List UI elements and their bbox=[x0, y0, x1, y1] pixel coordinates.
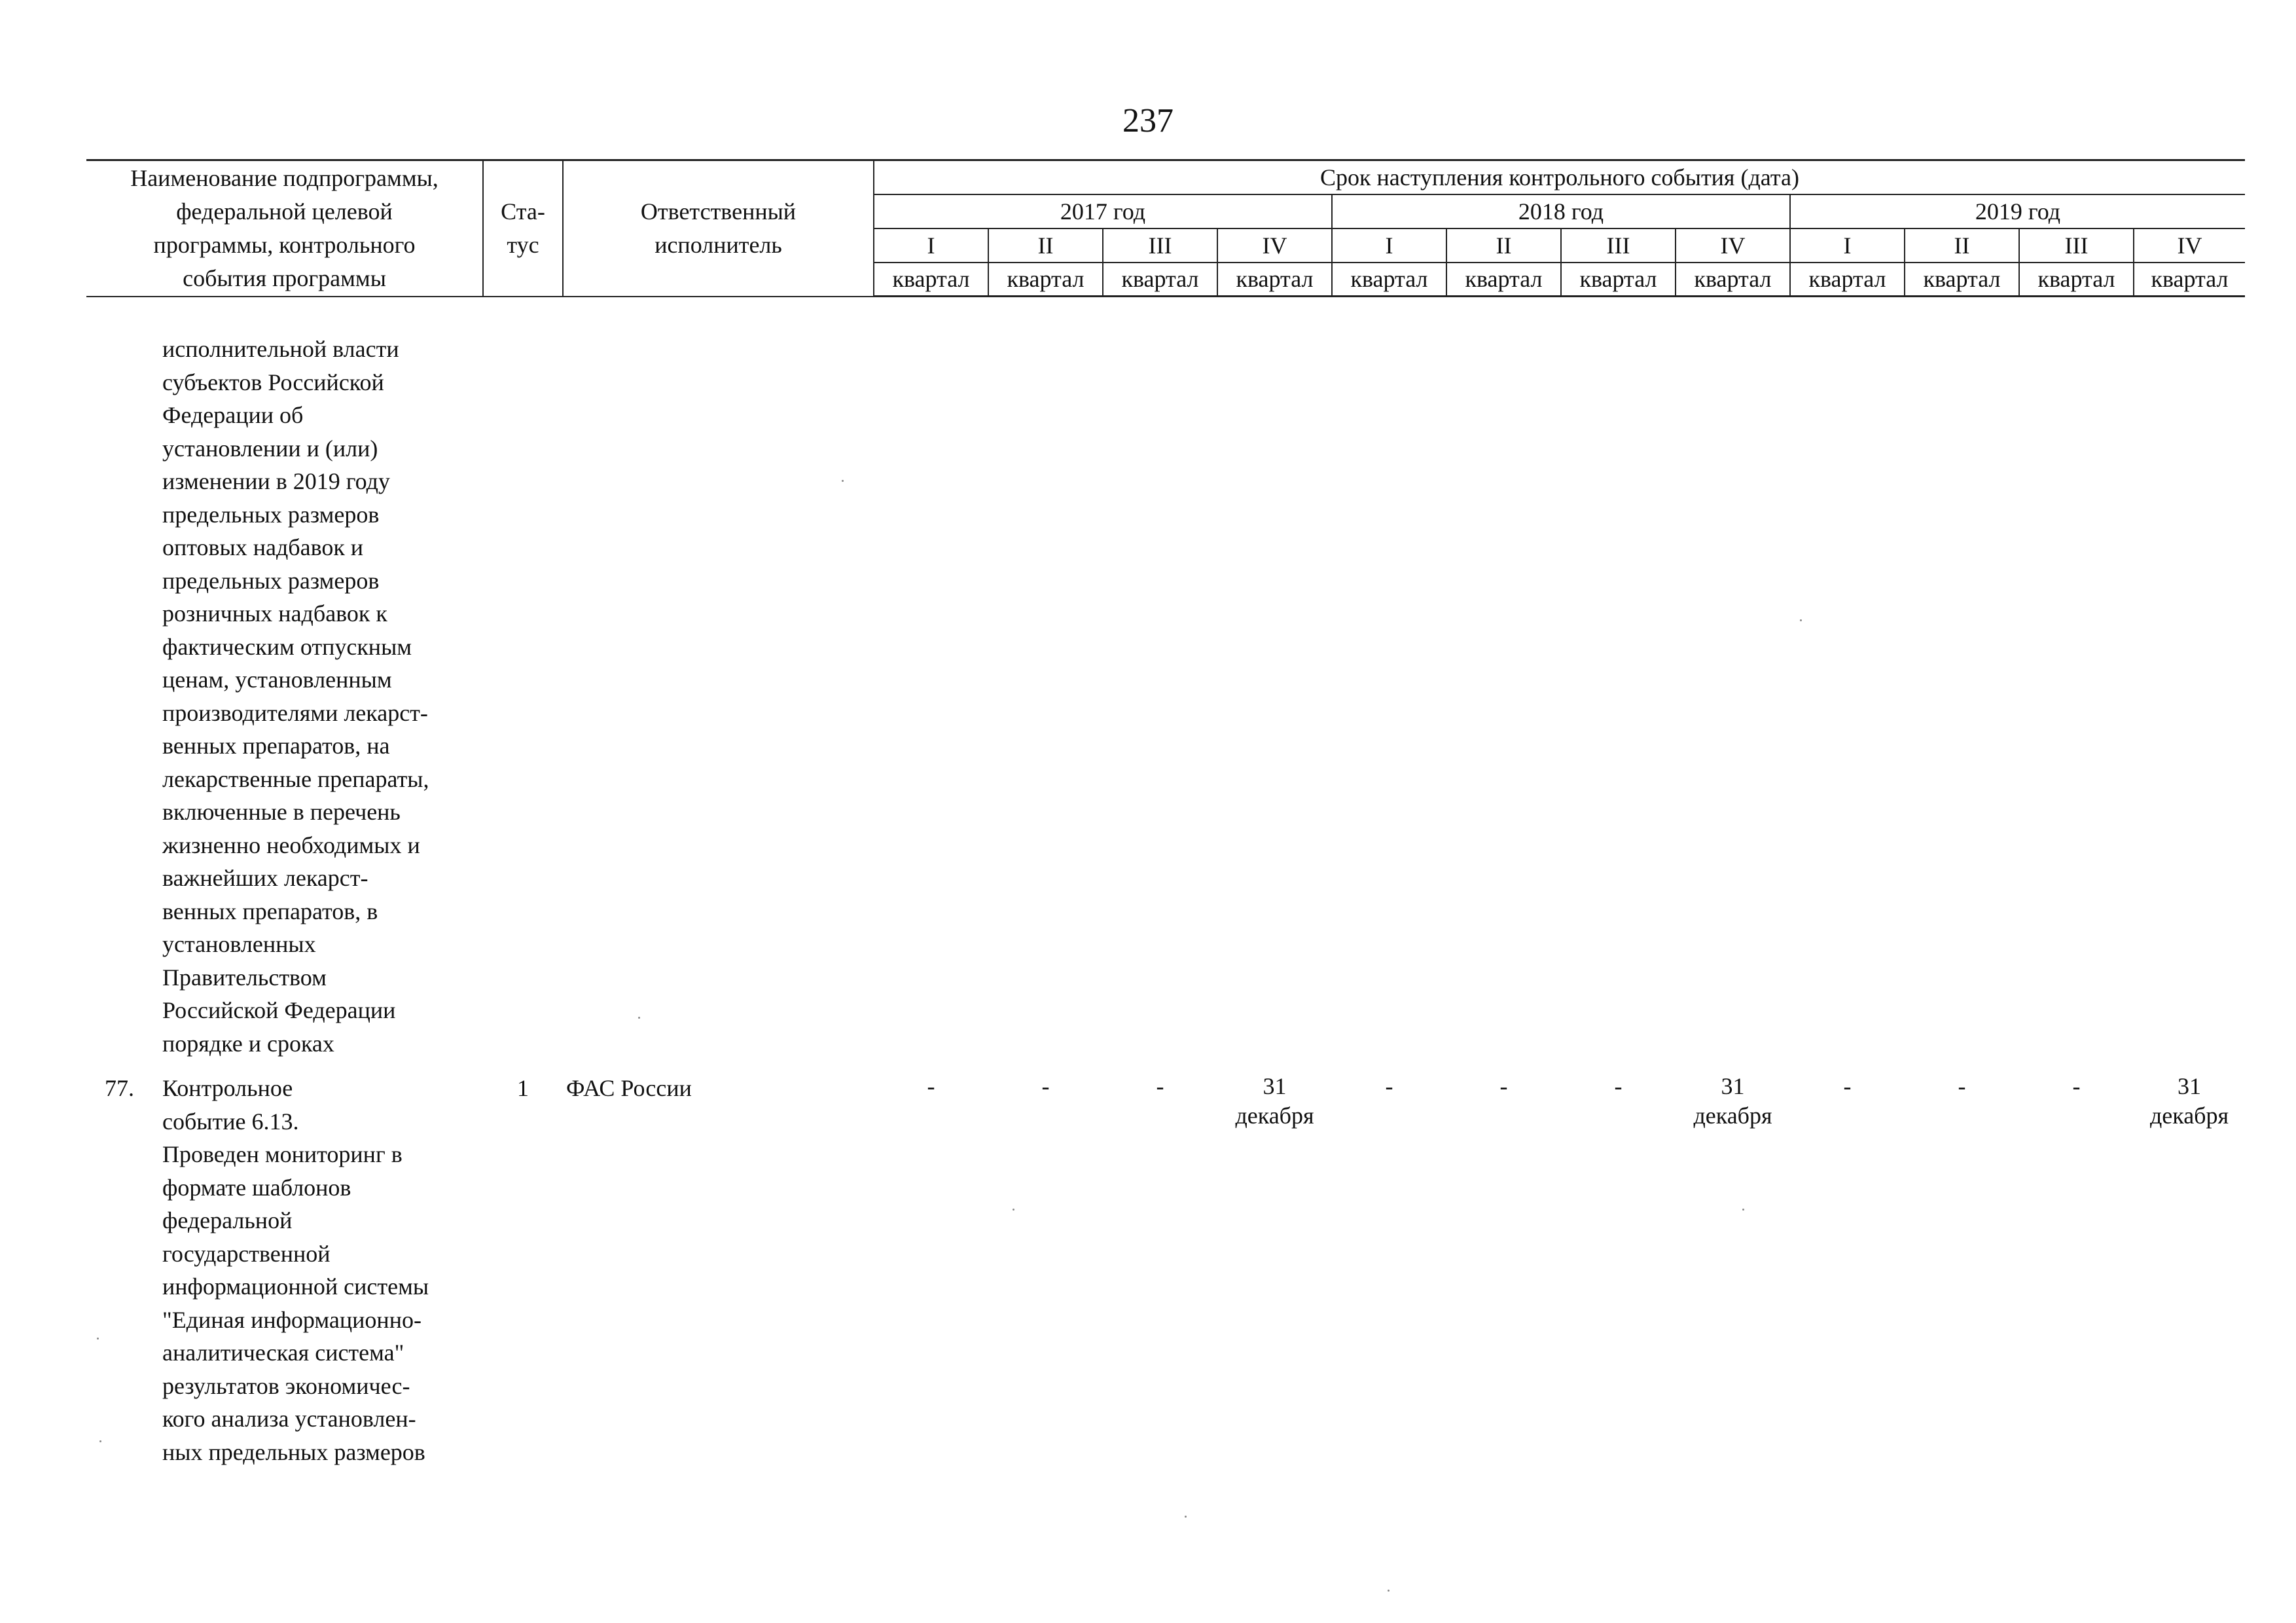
header-quarter-word: квартал bbox=[874, 263, 988, 297]
text-line: федеральной bbox=[162, 1207, 293, 1233]
header-quarter-numeral: II bbox=[1905, 228, 2019, 263]
text-line: результатов экономичес- bbox=[162, 1372, 410, 1399]
text-line: венных препаратов, в bbox=[162, 898, 378, 924]
text-line: установлении и (или) bbox=[162, 435, 378, 462]
date-day: - bbox=[1958, 1073, 1966, 1099]
text-line: "Единая информационно- bbox=[162, 1306, 422, 1333]
scan-speck bbox=[1742, 1209, 1744, 1211]
text-line: ных предельных размеров bbox=[162, 1438, 425, 1465]
header-quarter-word: квартал bbox=[1217, 263, 1332, 297]
header-quarter-word: квартал bbox=[1446, 263, 1561, 297]
row-status: 1 bbox=[517, 1075, 529, 1101]
date-day: 31 bbox=[1263, 1073, 1287, 1099]
header-name-line: Наименование подпрограммы, bbox=[130, 164, 439, 191]
header-quarter-numeral: III bbox=[2019, 228, 2134, 263]
row-executor: ФАС России bbox=[566, 1075, 692, 1101]
date-cell bbox=[1217, 1072, 1332, 1131]
header-quarter-word: квартал bbox=[2134, 263, 2245, 297]
row-name bbox=[162, 1072, 483, 1468]
date-day: - bbox=[1614, 1073, 1623, 1099]
date-cell bbox=[1561, 1072, 1676, 1101]
header-name-line: события программы bbox=[183, 264, 386, 291]
header-quarter-numeral: III bbox=[1103, 228, 1217, 263]
text-line: Контрольное bbox=[162, 1075, 293, 1101]
header-quarter-numeral: III bbox=[1561, 228, 1676, 263]
header-quarter-numeral: II bbox=[988, 228, 1103, 263]
header-year-2019: 2019 год bbox=[1790, 194, 2245, 228]
text-line: розничных надбавок к bbox=[162, 600, 387, 627]
text-line: включенные в перечень bbox=[162, 799, 401, 825]
text-line: фактическим отпускным bbox=[162, 633, 412, 660]
text-line: оптовых надбавок и bbox=[162, 534, 364, 560]
row-number: 77. bbox=[105, 1075, 134, 1101]
text-line: предельных размеров bbox=[162, 501, 380, 528]
text-line: лекарственные препараты, bbox=[162, 765, 429, 792]
text-line: предельных размеров bbox=[162, 567, 380, 594]
text-line: жизненно необходимых и bbox=[162, 831, 420, 858]
scan-speck bbox=[842, 480, 844, 482]
scan-speck bbox=[638, 1017, 640, 1019]
header-quarter-word: квартал bbox=[1561, 263, 1676, 297]
header-quarter-word: квартал bbox=[1332, 263, 1446, 297]
header-name-column bbox=[86, 160, 483, 297]
header-name-line: федеральной целевой bbox=[176, 198, 393, 225]
text-line: событие 6.13. bbox=[162, 1108, 299, 1135]
header-quarter-numeral: IV bbox=[1217, 228, 1332, 263]
header-quarter-word: квартал bbox=[1905, 263, 2019, 297]
date-cell bbox=[1446, 1072, 1561, 1101]
date-cell bbox=[1905, 1072, 2019, 1101]
text-line: государственной bbox=[162, 1240, 331, 1267]
date-cell bbox=[1332, 1072, 1446, 1101]
text-line: Проведен мониторинг в bbox=[162, 1141, 403, 1167]
date-month: декабря bbox=[2149, 1103, 2229, 1129]
date-month: декабря bbox=[1693, 1103, 1772, 1129]
text-line: информационной системы bbox=[162, 1273, 429, 1300]
date-day: - bbox=[927, 1073, 935, 1099]
scan-speck bbox=[99, 1440, 101, 1442]
date-day: - bbox=[1041, 1073, 1050, 1099]
header-year-2018: 2018 год bbox=[1332, 194, 1790, 228]
header-quarter-numeral: IV bbox=[1676, 228, 1790, 263]
date-cell bbox=[988, 1072, 1103, 1101]
date-day: 31 bbox=[2178, 1073, 2201, 1099]
header-executor-column bbox=[563, 160, 874, 297]
header-quarter-word: квартал bbox=[1676, 263, 1790, 297]
date-day: - bbox=[1385, 1073, 1393, 1099]
text-line: установленных bbox=[162, 931, 316, 957]
text-line: порядке и сроках bbox=[162, 1030, 334, 1057]
header-status-column bbox=[483, 160, 563, 297]
header-quarter-numeral: I bbox=[1790, 228, 1905, 263]
text-line: Федерации об bbox=[162, 402, 304, 428]
text-line: венных препаратов, на bbox=[162, 733, 390, 759]
header-quarter-word: квартал bbox=[2019, 263, 2134, 297]
scan-speck bbox=[1185, 1516, 1187, 1518]
date-cell bbox=[2019, 1072, 2134, 1101]
text-line: изменении в 2019 году bbox=[162, 468, 390, 494]
table-header bbox=[86, 159, 2245, 297]
scan-speck bbox=[97, 1338, 99, 1340]
date-cell bbox=[2134, 1072, 2245, 1131]
header-quarter-word: квартал bbox=[1790, 263, 1905, 297]
header-quarter-numeral: I bbox=[1332, 228, 1446, 263]
date-cell bbox=[1103, 1072, 1217, 1101]
text-line: исполнительной власти bbox=[162, 336, 399, 362]
date-day: - bbox=[1843, 1073, 1852, 1099]
scan-speck bbox=[1388, 1590, 1390, 1592]
header-status-line: Ста- bbox=[501, 198, 545, 225]
date-cell bbox=[1676, 1072, 1790, 1131]
scan-speck bbox=[1013, 1209, 1014, 1211]
text-line: аналитическая система" bbox=[162, 1340, 404, 1366]
text-line: кого анализа установлен- bbox=[162, 1406, 416, 1432]
header-executor-line: исполнитель bbox=[655, 231, 782, 258]
text-line: Правительством bbox=[162, 964, 327, 991]
header-deadline-title: Срок наступления контрольного события (дата) bbox=[874, 160, 2245, 194]
header-name-line: программы, контрольного bbox=[153, 231, 416, 258]
date-cell bbox=[874, 1072, 988, 1101]
header-quarter-word: квартал bbox=[988, 263, 1103, 297]
header-quarter-numeral: I bbox=[874, 228, 988, 263]
text-line: субъектов Российской bbox=[162, 369, 384, 395]
text-line: ценам, установленным bbox=[162, 666, 392, 693]
continuation-text bbox=[162, 333, 483, 1060]
header-quarter-numeral: II bbox=[1446, 228, 1561, 263]
page-number: 237 bbox=[1122, 102, 1174, 139]
text-line: производителями лекарст- bbox=[162, 699, 428, 726]
date-day: - bbox=[2072, 1073, 2081, 1099]
text-line: важнейших лекарст- bbox=[162, 865, 368, 891]
date-month: декабря bbox=[1235, 1103, 1314, 1129]
header-quarter-word: квартал bbox=[1103, 263, 1217, 297]
text-line: Российской Федерации bbox=[162, 997, 396, 1023]
text-line: формате шаблонов bbox=[162, 1174, 351, 1201]
header-year-2017: 2017 год bbox=[874, 194, 1332, 228]
header-executor-line: Ответственный bbox=[640, 198, 797, 225]
header-quarter-numeral: IV bbox=[2134, 228, 2245, 263]
date-day: 31 bbox=[1721, 1073, 1745, 1099]
date-day: - bbox=[1156, 1073, 1164, 1099]
scan-speck bbox=[1800, 619, 1802, 621]
date-day: - bbox=[1499, 1073, 1508, 1099]
date-cell bbox=[1790, 1072, 1905, 1101]
header-status-line: тус bbox=[507, 231, 539, 258]
